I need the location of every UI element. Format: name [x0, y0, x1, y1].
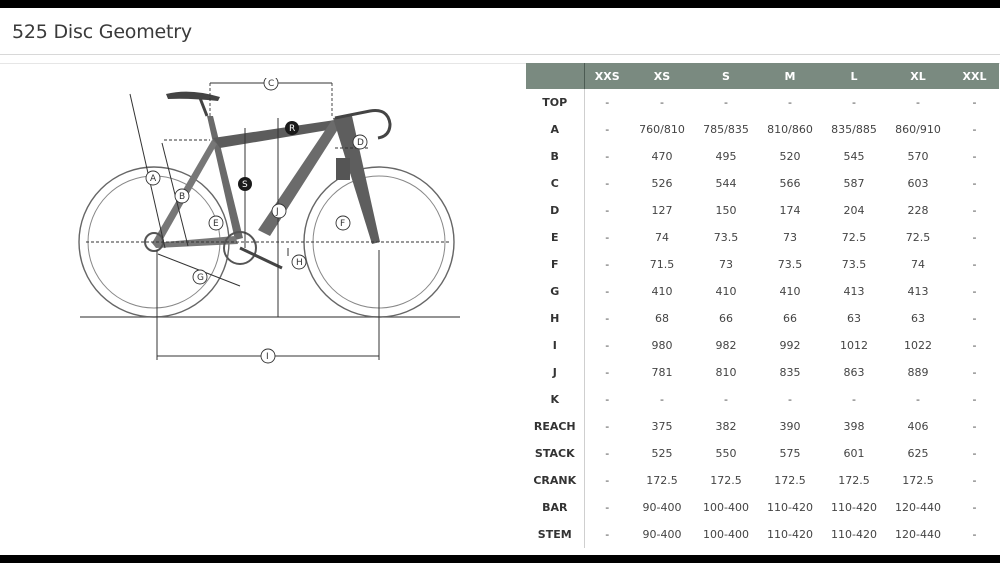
header-corner — [526, 63, 584, 89]
table-row — [526, 305, 999, 332]
table-cell: - — [605, 528, 610, 541]
row-label: C — [526, 170, 584, 197]
svg-text:R: R — [289, 124, 296, 134]
table-cell: 228 — [907, 204, 929, 217]
table-cell: 470 — [651, 150, 673, 163]
table-cell: 172.5 — [902, 474, 934, 487]
table-cell: - — [972, 501, 977, 514]
table-cell: - — [660, 96, 664, 109]
table-cell: 127 — [651, 204, 673, 217]
table-cell: - — [724, 96, 728, 109]
table-cell: 863 — [843, 366, 865, 379]
table-cell: 74 — [655, 231, 669, 244]
table-cell: 110-420 — [831, 528, 877, 541]
table-cell: - — [605, 285, 610, 298]
table-cell: - — [605, 420, 610, 433]
row-label: BAR — [526, 494, 584, 521]
table-row — [526, 89, 999, 116]
table-cell: - — [605, 177, 610, 190]
table-cell: 1012 — [840, 339, 868, 352]
table-cell: 110-420 — [767, 501, 813, 514]
row-label: STEM — [526, 521, 584, 548]
table-cell: 982 — [715, 339, 737, 352]
table-cell: - — [724, 393, 728, 406]
dim-marker-i — [261, 349, 275, 363]
table-cell: 150 — [715, 204, 737, 217]
table-cell: - — [972, 366, 977, 379]
svg-text:B: B — [179, 192, 186, 202]
table-cell: - — [972, 177, 977, 190]
row-label: B — [526, 143, 584, 170]
seatpost — [200, 98, 207, 116]
table-cell: 570 — [907, 150, 929, 163]
table-row — [526, 116, 999, 143]
table-cell: 110-420 — [831, 501, 877, 514]
table-cell: 566 — [779, 177, 801, 190]
row-label: CRANK — [526, 467, 584, 494]
table-cell: 100-400 — [703, 501, 749, 514]
size-header: XXS — [584, 63, 630, 89]
page-header — [0, 8, 1000, 55]
table-cell: 382 — [715, 420, 737, 433]
table-cell: 71.5 — [649, 258, 675, 271]
table-row — [526, 278, 999, 305]
table-cell: - — [972, 393, 977, 406]
table-cell: - — [972, 204, 977, 217]
svg-text:E: E — [213, 219, 219, 229]
table-cell: 526 — [651, 177, 673, 190]
row-label: H — [526, 305, 584, 332]
dim-marker-a — [146, 171, 160, 185]
dim-marker-c — [264, 78, 278, 90]
table-cell: 760/810 — [639, 123, 685, 136]
table-row — [526, 143, 999, 170]
row-label: TOP — [526, 89, 584, 116]
geometry-table — [526, 63, 999, 548]
table-cell: 74 — [911, 258, 925, 271]
geometry-table-body — [526, 89, 999, 548]
table-cell: 72.5 — [841, 231, 867, 244]
table-cell: 785/835 — [703, 123, 749, 136]
table-cell: - — [972, 339, 977, 352]
table-cell: 66 — [783, 312, 797, 325]
svg-text:J: J — [276, 207, 279, 217]
table-cell: - — [972, 285, 977, 298]
table-cell: 120-440 — [895, 528, 941, 541]
table-cell: 810/860 — [767, 123, 813, 136]
row-label: F — [526, 251, 584, 278]
table-cell: - — [972, 258, 977, 271]
table-cell: - — [788, 393, 792, 406]
table-cell: 603 — [907, 177, 929, 190]
table-cell: 66 — [719, 312, 733, 325]
row-label: A — [526, 116, 584, 143]
table-cell: 520 — [779, 150, 801, 163]
size-header: XS — [630, 63, 694, 89]
table-cell: 63 — [911, 312, 925, 325]
table-cell: 575 — [779, 447, 801, 460]
row-label: I — [526, 332, 584, 359]
table-cell: - — [972, 474, 977, 487]
table-cell: 120-440 — [895, 501, 941, 514]
table-cell: 410 — [651, 285, 673, 298]
size-header: L — [822, 63, 886, 89]
dim-marker-d — [353, 135, 367, 149]
table-cell: 172.5 — [838, 474, 870, 487]
dim-marker-s — [238, 177, 252, 191]
table-cell: - — [916, 393, 920, 406]
row-label: G — [526, 278, 584, 305]
table-row — [526, 332, 999, 359]
table-cell: 73.5 — [841, 258, 867, 271]
table-cell: 63 — [847, 312, 861, 325]
table-cell: - — [972, 96, 977, 109]
table-cell: 73 — [719, 258, 733, 271]
table-cell: 68 — [655, 312, 669, 325]
dim-marker-b — [175, 189, 189, 203]
table-row — [526, 467, 999, 494]
table-cell: 413 — [907, 285, 929, 298]
table-cell: 601 — [843, 447, 865, 460]
table-cell: 375 — [651, 420, 673, 433]
bike-geometry-diagram — [70, 78, 470, 368]
dim-marker-e — [209, 216, 223, 230]
size-header: XL — [886, 63, 950, 89]
table-cell: - — [972, 447, 977, 460]
table-row — [526, 521, 999, 548]
row-label: J — [526, 359, 584, 386]
table-cell: - — [852, 96, 856, 109]
table-cell: 172.5 — [646, 474, 678, 487]
table-cell: 545 — [843, 150, 865, 163]
table-cell: 398 — [843, 420, 865, 433]
table-cell: 550 — [715, 447, 737, 460]
table-row — [526, 224, 999, 251]
table-cell: 72.5 — [905, 231, 931, 244]
table-cell: 525 — [651, 447, 673, 460]
svg-text:F: F — [340, 219, 346, 229]
table-cell: 410 — [779, 285, 801, 298]
size-header: M — [758, 63, 822, 89]
row-label: K — [526, 386, 584, 413]
table-cell: - — [972, 420, 977, 433]
table-cell: - — [605, 150, 610, 163]
table-cell: - — [972, 231, 977, 244]
table-row — [526, 413, 999, 440]
table-cell: - — [605, 339, 610, 352]
table-cell: 1022 — [904, 339, 932, 352]
table-cell: - — [605, 258, 610, 271]
table-cell: 781 — [651, 366, 673, 379]
geometry-table-header — [526, 63, 999, 89]
table-cell: 587 — [843, 177, 865, 190]
table-cell: 544 — [715, 177, 737, 190]
table-cell: 495 — [715, 150, 737, 163]
table-cell: 889 — [907, 366, 929, 379]
table-cell: - — [972, 150, 977, 163]
table-cell: 204 — [843, 204, 865, 217]
table-cell: 390 — [779, 420, 801, 433]
svg-text:I: I — [266, 352, 269, 362]
screen — [0, 8, 1000, 555]
table-cell: 172.5 — [710, 474, 742, 487]
table-cell: 174 — [779, 204, 801, 217]
table-row — [526, 359, 999, 386]
table-cell: 73.5 — [777, 258, 803, 271]
crank-arm — [240, 248, 282, 268]
table-cell: 110-420 — [767, 528, 813, 541]
table-cell: 810 — [715, 366, 737, 379]
dim-marker-j — [272, 204, 286, 218]
table-row — [526, 440, 999, 467]
table-row — [526, 197, 999, 224]
svg-text:C: C — [268, 79, 275, 89]
page-title: 525 Disc Geometry — [12, 21, 192, 43]
table-cell: 100-400 — [703, 528, 749, 541]
dim-marker-f — [336, 216, 350, 230]
table-cell: - — [972, 528, 977, 541]
table-row — [526, 170, 999, 197]
svg-text:D: D — [357, 138, 364, 148]
row-label: REACH — [526, 413, 584, 440]
table-cell: 835 — [779, 366, 801, 379]
dim-marker-h — [292, 255, 306, 269]
row-label: E — [526, 224, 584, 251]
row-label: D — [526, 197, 584, 224]
dim-marker-r — [285, 121, 299, 135]
svg-text:S: S — [242, 180, 248, 190]
table-cell: 625 — [907, 447, 929, 460]
table-cell: - — [605, 123, 610, 136]
table-cell: 413 — [843, 285, 865, 298]
size-header: S — [694, 63, 758, 89]
table-row — [526, 494, 999, 521]
table-cell: 992 — [779, 339, 801, 352]
table-cell: - — [605, 366, 610, 379]
svg-text:G: G — [197, 273, 204, 283]
table-cell: 860/910 — [895, 123, 941, 136]
table-cell: - — [605, 231, 610, 244]
table-row — [526, 386, 999, 413]
table-cell: 835/885 — [831, 123, 877, 136]
table-cell: - — [972, 123, 977, 136]
table-cell: - — [605, 474, 610, 487]
table-cell: - — [605, 204, 610, 217]
table-cell: 73 — [783, 231, 797, 244]
svg-text:H: H — [296, 258, 303, 268]
saddle — [166, 92, 220, 101]
table-cell: - — [916, 96, 920, 109]
bike-geometry-svg — [70, 78, 470, 368]
table-cell: 980 — [651, 339, 673, 352]
table-cell: 90-400 — [642, 501, 682, 514]
table-cell: - — [972, 312, 977, 325]
table-row — [526, 251, 999, 278]
table-cell: - — [605, 96, 610, 109]
table-cell: 406 — [907, 420, 929, 433]
table-cell: 410 — [715, 285, 737, 298]
table-cell: 73.5 — [713, 231, 739, 244]
table-cell: - — [852, 393, 856, 406]
row-label: STACK — [526, 440, 584, 467]
dim-marker-g — [193, 270, 207, 284]
table-cell: - — [660, 393, 664, 406]
table-cell: - — [605, 312, 610, 325]
size-header: XXL — [950, 63, 999, 89]
table-cell: - — [788, 96, 792, 109]
table-cell: - — [605, 447, 610, 460]
table-cell: - — [605, 501, 610, 514]
table-cell: 172.5 — [774, 474, 806, 487]
svg-text:A: A — [150, 174, 157, 184]
table-cell: 90-400 — [642, 528, 682, 541]
table-cell: - — [605, 393, 610, 406]
